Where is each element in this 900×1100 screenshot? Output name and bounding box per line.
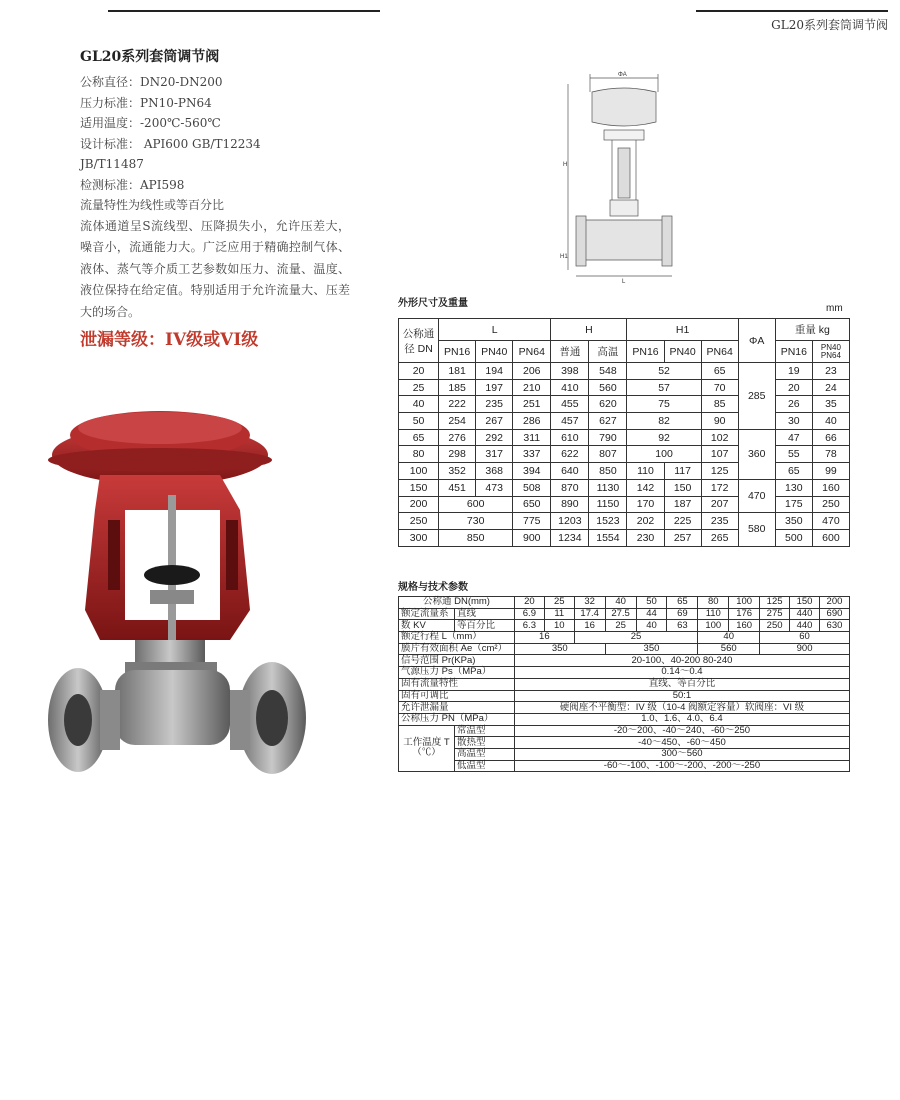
cell: 60 bbox=[760, 632, 850, 644]
cell: 850 bbox=[589, 463, 627, 480]
cell: -40～450、-60～450 bbox=[514, 737, 849, 749]
header-H1: H1 bbox=[627, 319, 738, 341]
spec-table bbox=[398, 596, 850, 772]
table-row bbox=[399, 463, 850, 480]
cell: 10 bbox=[544, 620, 574, 632]
cell: 125 bbox=[701, 463, 738, 480]
cell: 40 bbox=[636, 620, 667, 632]
cell: 直线、等百分比 bbox=[514, 678, 849, 690]
cell: 92 bbox=[627, 429, 701, 446]
cell: 265 bbox=[701, 529, 738, 546]
cell: 142 bbox=[627, 479, 664, 496]
cell: 775 bbox=[513, 513, 551, 530]
valve-photo bbox=[40, 400, 340, 800]
cell: 170 bbox=[627, 496, 664, 513]
top-rule-right bbox=[696, 10, 888, 12]
spec-line: 适用温度：-200℃-560℃ bbox=[80, 116, 221, 130]
cell: 730 bbox=[439, 513, 513, 530]
table-row bbox=[399, 632, 850, 644]
dim-table-body bbox=[399, 363, 850, 547]
table-row bbox=[399, 413, 850, 430]
cell: 254 bbox=[439, 413, 476, 430]
header-normal: 普通 bbox=[551, 341, 589, 363]
cell: 直线 bbox=[454, 608, 514, 620]
cell: 160 bbox=[812, 479, 849, 496]
cell: 172 bbox=[701, 479, 738, 496]
cell: 63 bbox=[667, 620, 698, 632]
spec-table-title: 规格与技术参数 bbox=[398, 582, 468, 593]
cell: 473 bbox=[476, 479, 513, 496]
header-phiA: ΦA bbox=[738, 319, 775, 363]
cell: 267 bbox=[476, 413, 513, 430]
cell: 允许泄漏量 bbox=[399, 702, 515, 714]
cell: 1130 bbox=[589, 479, 627, 496]
cell: 高温型 bbox=[454, 748, 514, 760]
cell: 176 bbox=[729, 608, 760, 620]
cell: 固有流量特性 bbox=[399, 678, 515, 690]
cell: 257 bbox=[664, 529, 701, 546]
cell: 222 bbox=[439, 396, 476, 413]
cell: 548 bbox=[589, 363, 627, 380]
cell: 150 bbox=[664, 479, 701, 496]
cell: 470 bbox=[738, 479, 775, 512]
table-row bbox=[399, 396, 850, 413]
drawing-label-H: H bbox=[563, 162, 568, 168]
cell: 311 bbox=[513, 429, 551, 446]
cell: 206 bbox=[513, 363, 551, 380]
cell: 560 bbox=[589, 379, 627, 396]
cell: 580 bbox=[738, 513, 775, 546]
drawing-label-phiA: ΦA bbox=[618, 72, 627, 78]
cell: 1554 bbox=[589, 529, 627, 546]
header-pn40-pn64: PN40 PN64 bbox=[812, 341, 849, 363]
cell: 251 bbox=[513, 396, 551, 413]
cell: 850 bbox=[439, 529, 513, 546]
page-header-title: GL20系列套筒调节阀 bbox=[771, 18, 888, 32]
table-row bbox=[399, 667, 850, 679]
cell: 25 bbox=[544, 597, 574, 609]
cell: 额定行程 L（mm） bbox=[399, 632, 515, 644]
header-pn64: PN64 bbox=[513, 341, 551, 363]
cell: 175 bbox=[775, 496, 812, 513]
cell: 150 bbox=[790, 597, 820, 609]
cell: 470 bbox=[812, 513, 849, 530]
cell: 398 bbox=[551, 363, 589, 380]
cell: 17.4 bbox=[574, 608, 605, 620]
cell: 11 bbox=[544, 608, 574, 620]
cell: 500 bbox=[775, 529, 812, 546]
dimension-table bbox=[398, 318, 850, 547]
table-row bbox=[399, 678, 850, 690]
table-row bbox=[399, 513, 850, 530]
cell: 150 bbox=[399, 479, 439, 496]
table-row bbox=[399, 643, 850, 655]
cell: 35 bbox=[812, 396, 849, 413]
cell: 350 bbox=[775, 513, 812, 530]
top-rule-left bbox=[108, 10, 380, 12]
cell: 250 bbox=[399, 513, 439, 530]
cell: 235 bbox=[701, 513, 738, 530]
header-L: L bbox=[439, 319, 551, 341]
cell: 225 bbox=[664, 513, 701, 530]
cell: 1234 bbox=[551, 529, 589, 546]
table-row bbox=[399, 620, 850, 632]
cell: 298 bbox=[439, 446, 476, 463]
cell: 65 bbox=[399, 429, 439, 446]
cell: 57 bbox=[627, 379, 701, 396]
table-row bbox=[399, 702, 850, 714]
header-pn16: PN16 bbox=[775, 341, 812, 363]
table-row bbox=[399, 713, 850, 725]
cell: 公称通 DN(mm) bbox=[399, 597, 515, 609]
cell: 25 bbox=[605, 620, 636, 632]
cell: 40 bbox=[812, 413, 849, 430]
spec-line: 压力标准：PN10-PN64 bbox=[80, 95, 212, 110]
cell: 70 bbox=[701, 379, 738, 396]
cell: 32 bbox=[574, 597, 605, 609]
cell: 固有可调比 bbox=[399, 690, 515, 702]
table-row bbox=[399, 608, 850, 620]
cell: 455 bbox=[551, 396, 589, 413]
cell: 102 bbox=[701, 429, 738, 446]
cell: 807 bbox=[589, 446, 627, 463]
cell: 20-100、40-200 80-240 bbox=[514, 655, 849, 667]
cell: 690 bbox=[819, 608, 849, 620]
cell: 451 bbox=[439, 479, 476, 496]
cell: 低温型 bbox=[454, 760, 514, 772]
dimension-drawing bbox=[560, 70, 700, 285]
cell: 1150 bbox=[589, 496, 627, 513]
cell: 130 bbox=[775, 479, 812, 496]
spec-line: 检测标准：API598 bbox=[80, 177, 185, 192]
cell: 16 bbox=[514, 632, 574, 644]
cell: 1523 bbox=[589, 513, 627, 530]
cell: 125 bbox=[760, 597, 790, 609]
cell: 信号范围 Pr(KPa) bbox=[399, 655, 515, 667]
cell: 75 bbox=[627, 396, 701, 413]
spec-line: 公称直径：DN20-DN200 bbox=[80, 75, 223, 89]
cell: 317 bbox=[476, 446, 513, 463]
dim-table-unit: mm bbox=[826, 303, 843, 314]
cell: 气源压力 Ps（MPa） bbox=[399, 667, 515, 679]
cell: 110 bbox=[698, 608, 729, 620]
cell: 数 KV bbox=[399, 620, 455, 632]
spec-line: 流量特性为线性或等百分比 bbox=[80, 198, 225, 212]
cell: 300～560 bbox=[514, 748, 849, 760]
cell: 890 bbox=[551, 496, 589, 513]
cell: 187 bbox=[664, 496, 701, 513]
cell: 52 bbox=[627, 363, 701, 380]
cell: 440 bbox=[790, 608, 820, 620]
cell: 620 bbox=[589, 396, 627, 413]
temp-label: 工作温度 T bbox=[403, 737, 450, 749]
cell: 285 bbox=[738, 363, 775, 430]
cell: 25 bbox=[574, 632, 698, 644]
cell: 350 bbox=[605, 643, 698, 655]
cell: 24 bbox=[812, 379, 849, 396]
cell: 65 bbox=[775, 463, 812, 480]
table-row bbox=[399, 655, 850, 667]
table-row bbox=[399, 597, 850, 609]
cell: 19 bbox=[775, 363, 812, 380]
cell: 185 bbox=[439, 379, 476, 396]
cell: 107 bbox=[701, 446, 738, 463]
cell: 360 bbox=[738, 429, 775, 479]
cell: 44 bbox=[636, 608, 667, 620]
cell: 640 bbox=[551, 463, 589, 480]
cell: 82 bbox=[627, 413, 701, 430]
cell: 50:1 bbox=[514, 690, 849, 702]
cell: 286 bbox=[513, 413, 551, 430]
cell: 40 bbox=[698, 632, 760, 644]
product-description bbox=[80, 46, 350, 350]
spec-line: 设计标准： API600 GB/T12234 bbox=[80, 136, 261, 151]
cell: -60～-100、-100～-200、-200～-250 bbox=[514, 760, 849, 772]
cell: 368 bbox=[476, 463, 513, 480]
cell: 900 bbox=[760, 643, 850, 655]
cell: 78 bbox=[812, 446, 849, 463]
cell: 100 bbox=[399, 463, 439, 480]
table-row bbox=[399, 725, 850, 737]
cell: 20 bbox=[399, 363, 439, 380]
cell: 207 bbox=[701, 496, 738, 513]
header-pn40: PN40 bbox=[476, 341, 513, 363]
cell: 16 bbox=[574, 620, 605, 632]
cell: 200 bbox=[399, 496, 439, 513]
cell: 210 bbox=[513, 379, 551, 396]
cell: 250 bbox=[760, 620, 790, 632]
cell: 23 bbox=[812, 363, 849, 380]
cell: 25 bbox=[399, 379, 439, 396]
table-row bbox=[399, 446, 850, 463]
cell: 额定流量系 bbox=[399, 608, 455, 620]
cell: 20 bbox=[775, 379, 812, 396]
cell: 600 bbox=[439, 496, 513, 513]
cell: 99 bbox=[812, 463, 849, 480]
cell: 337 bbox=[513, 446, 551, 463]
cell: 394 bbox=[513, 463, 551, 480]
cell: 散热型 bbox=[454, 737, 514, 749]
header-pn16: PN16 bbox=[627, 341, 664, 363]
leakage-class: 泄漏等级：IV级或VI级 bbox=[80, 330, 259, 350]
cell: 110 bbox=[627, 463, 664, 480]
cell: 560 bbox=[698, 643, 760, 655]
table-row bbox=[399, 760, 850, 772]
cell: 85 bbox=[701, 396, 738, 413]
header-dn: 公称通径 DN bbox=[399, 319, 439, 363]
cell: 55 bbox=[775, 446, 812, 463]
cell: 235 bbox=[476, 396, 513, 413]
table-row bbox=[399, 690, 850, 702]
cell: 0.14～0.4 bbox=[514, 667, 849, 679]
product-title: GL20系列套筒调节阀 bbox=[80, 49, 220, 65]
cell: 275 bbox=[760, 608, 790, 620]
cell: 40 bbox=[605, 597, 636, 609]
cell: 900 bbox=[513, 529, 551, 546]
cell: 90 bbox=[701, 413, 738, 430]
cell: 350 bbox=[514, 643, 605, 655]
cell: 627 bbox=[589, 413, 627, 430]
cell: 26 bbox=[775, 396, 812, 413]
cell: 100 bbox=[698, 620, 729, 632]
header-weight: 重量 kg bbox=[775, 319, 849, 341]
header-pn16: PN16 bbox=[439, 341, 476, 363]
cell: 250 bbox=[812, 496, 849, 513]
product-paragraph: 流体通道呈S流线型、压降损失小，允许压差大，噪音小，流通能力大。广泛应用于精确控制气体、液体、蒸气等介质工艺参数如压力、流量、温度、液位保持在给定值。特别适用于允许流量大、压差大的场合。 bbox=[80, 218, 350, 319]
table-row bbox=[399, 748, 850, 760]
cell: 47 bbox=[775, 429, 812, 446]
cell: 276 bbox=[439, 429, 476, 446]
cell bbox=[399, 725, 455, 772]
table-row bbox=[399, 529, 850, 546]
cell: 622 bbox=[551, 446, 589, 463]
cell: 181 bbox=[439, 363, 476, 380]
header-high: 高温 bbox=[589, 341, 627, 363]
cell: 292 bbox=[476, 429, 513, 446]
cell: 常温型 bbox=[454, 725, 514, 737]
cell: 600 bbox=[812, 529, 849, 546]
cell: 630 bbox=[819, 620, 849, 632]
table-row bbox=[399, 363, 850, 380]
header-pn40: PN40 bbox=[664, 341, 701, 363]
cell: 50 bbox=[399, 413, 439, 430]
cell: 197 bbox=[476, 379, 513, 396]
cell: 40 bbox=[399, 396, 439, 413]
cell: 440 bbox=[790, 620, 820, 632]
cell: 1203 bbox=[551, 513, 589, 530]
cell: 508 bbox=[513, 479, 551, 496]
dim-table-title: 外形尺寸及重量 bbox=[398, 298, 468, 309]
cell: 194 bbox=[476, 363, 513, 380]
cell: 202 bbox=[627, 513, 664, 530]
cell: 610 bbox=[551, 429, 589, 446]
cell: 等百分比 bbox=[454, 620, 514, 632]
cell: 6.3 bbox=[514, 620, 544, 632]
cell: 27.5 bbox=[605, 608, 636, 620]
cell: 300 bbox=[399, 529, 439, 546]
drawing-label-H1: H1 bbox=[560, 254, 568, 260]
cell: 50 bbox=[636, 597, 667, 609]
cell: -20～200、-40～240、-60～250 bbox=[514, 725, 849, 737]
cell: 352 bbox=[439, 463, 476, 480]
table-row bbox=[399, 379, 850, 396]
cell: 230 bbox=[627, 529, 664, 546]
temp-unit: （℃） bbox=[412, 747, 441, 759]
cell: 870 bbox=[551, 479, 589, 496]
spec-line: JB/T11487 bbox=[80, 157, 144, 171]
cell: 66 bbox=[812, 429, 849, 446]
cell: 80 bbox=[698, 597, 729, 609]
cell: 69 bbox=[667, 608, 698, 620]
cell: 200 bbox=[819, 597, 849, 609]
cell: 膜片有效面积 Ae（cm²） bbox=[399, 643, 515, 655]
table-row bbox=[399, 479, 850, 496]
cell: 410 bbox=[551, 379, 589, 396]
cell: 65 bbox=[701, 363, 738, 380]
table-row bbox=[399, 737, 850, 749]
cell: 790 bbox=[589, 429, 627, 446]
table-row bbox=[399, 496, 850, 513]
cell: 65 bbox=[667, 597, 698, 609]
cell: 100 bbox=[729, 597, 760, 609]
cell: 30 bbox=[775, 413, 812, 430]
header-H: H bbox=[551, 319, 627, 341]
cell: 100 bbox=[627, 446, 701, 463]
cell: 1.0、1.6、4.0、6.4 bbox=[514, 713, 849, 725]
cell: 20 bbox=[514, 597, 544, 609]
cell: 650 bbox=[513, 496, 551, 513]
cell: 硬阀座不平衡型：IV 级（10-4 阀额定容量）软阀座：VI 级 bbox=[514, 702, 849, 714]
cell: 6.9 bbox=[514, 608, 544, 620]
header-pn64: PN64 bbox=[701, 341, 738, 363]
cell: 117 bbox=[664, 463, 701, 480]
drawing-label-L: L bbox=[622, 279, 626, 285]
cell: 80 bbox=[399, 446, 439, 463]
cell: 457 bbox=[551, 413, 589, 430]
table-row bbox=[399, 429, 850, 446]
cell: 公称压力 PN（MPa） bbox=[399, 713, 515, 725]
cell: 160 bbox=[729, 620, 760, 632]
